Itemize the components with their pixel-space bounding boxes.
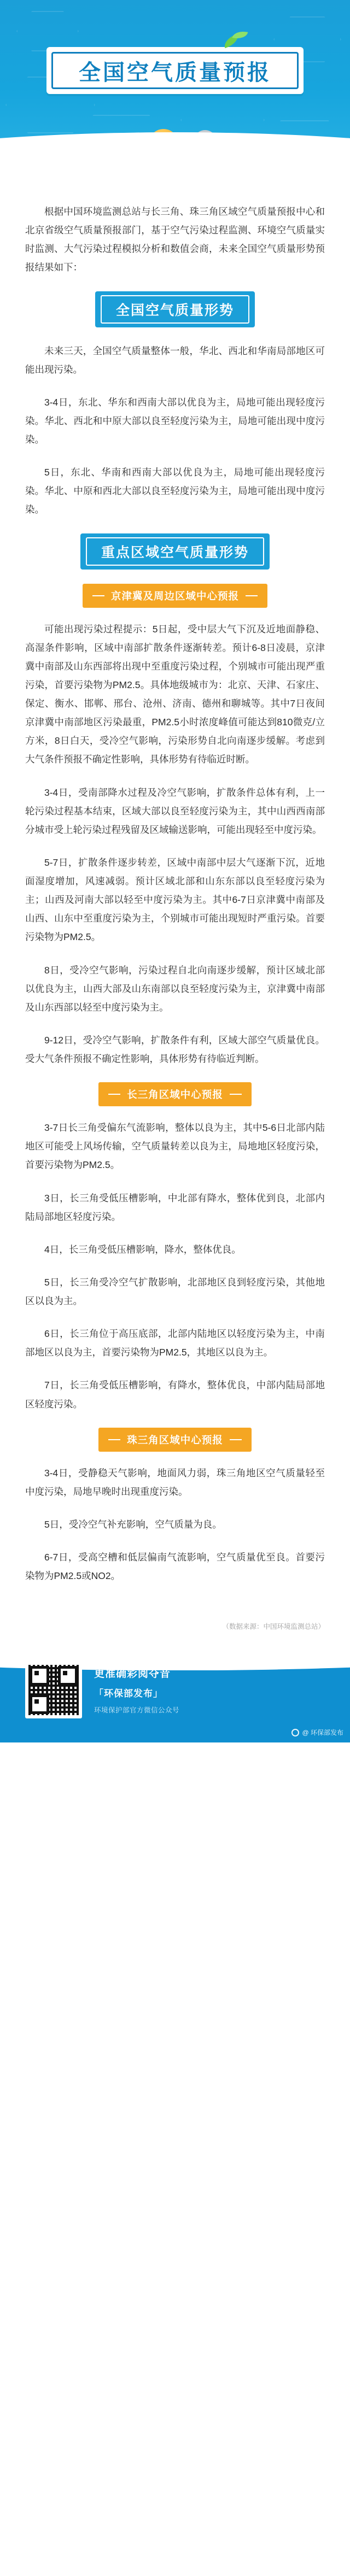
dash-decoration-right [230,1094,242,1095]
weibo-watermark [291,1728,343,1737]
weibo-icon [291,1729,299,1736]
sub-heading-label: 珠三角区域中心预报 [127,1434,223,1446]
section-heading-box [95,291,255,327]
sub-heading-box [83,584,267,608]
paragraph: 3-4日，东北、华东和西南大部以优良为主，局地可能出现轻度污染。华北、西北和中原大部以良至轻度污染为主，局地可能出现中度污染。 [25,396,325,445]
dash-decoration-left [92,595,104,596]
sub-heading-box [98,1428,252,1452]
article-body [0,197,350,1621]
paragraph: 6日，长三角位于高压底部，北部内陆地区以轻度污染为主，中南部地区以良为主，首要污染物为PM2.5，其地区以良为主。 [25,1328,325,1358]
dash-decoration-left [108,1094,120,1095]
sub-heading-label: 长三角区域中心预报 [127,1089,223,1101]
section-heading-label: 重点区域空气质量形势 [86,537,264,566]
section-heading-label: 全国空气质量形势 [101,295,249,324]
sub-heading [25,1428,325,1452]
paragraph: 5日，受冷空气补充影响，空气质量为良。 [44,1518,222,1530]
paragraph: 4日，长三角受低压槽影响，降水，整体优良。 [44,1243,241,1255]
sub-heading-label: 京津冀及周边区域中心预报 [110,590,239,602]
leaf-icon [223,31,249,49]
paragraph: 3-7日长三角受偏东气流影响，整体以良为主，其中5-6日北部内陆地区可能受上风场传输，空气质量转差以良为主，局地地区轻度污染，首要污染物为PM2.5。 [25,1122,325,1171]
dash-decoration-right [230,1439,242,1440]
dash-decoration-right [246,595,258,596]
content-blocks [25,291,325,1586]
paragraph: 8日，受冷空气影响，污染过程自北向南逐步缓解，预计区域北部以优良为主，山西大部及山东南部以良至轻度污染为主，京津冀中南部及山东西部以轻至中度污染为主。 [25,964,325,1013]
footer-account-name: 「环保部发布」 [94,1688,163,1699]
paragraph: 3-4日，受静稳天气影响，地面风力弱，珠三角地区空气质量轻至中度污染，局地早晚时出现重度污染。 [25,1467,325,1497]
weibo-account-label: @ 环保部发布 [302,1729,343,1737]
footer-text [94,1665,179,1715]
paragraph: 7日，长三角受低压槽影响，有降水，整体优良，中部内陆局部地区轻度污染。 [25,1380,325,1410]
section-heading-box [80,533,270,570]
paragraph: 未来三天，全国空气质量整体一般，华北、西北和华南局部地区可能出现污染。 [25,345,325,375]
source-note: （数据来源：中国环境监测总站） [0,1621,350,1639]
intro-paragraph: 根据中国环境监测总站与长三角、珠三角区域空气质量预报中心和北京省级空气质量预报部门，基于空气污染过程监测、环境空气质量实时监测、大气污染过程模拟分析和数值会商，未来全国空气质量形势预报结果如下： [25,206,325,273]
footer-banner [0,1639,350,1742]
header-wave [0,132,350,197]
qr-code[interactable] [25,1662,82,1718]
paragraph: 3-4日，受南部降水过程及冷空气影响，扩散条件总体有利，上一轮污染过程基本结束，区域大部以良至轻度污染为主，其中山西西南部分城市受上轮污染过程残留及区域输送影响，可能出现轻至中度污染。 [25,787,325,835]
header-banner [0,0,350,197]
sub-heading-box [98,1082,252,1106]
paragraph: 6-7日，受高空槽和低层偏南气流影响，空气质量优至良。首要污染物为PM2.5或NO2。 [25,1552,325,1582]
sub-heading [25,1082,325,1106]
footer-headline: 更准确彩阅夺音 [94,1668,171,1680]
sub-heading [25,584,325,608]
section-heading [25,291,325,327]
footer-subtitle: 环境保护部官方微信公众号 [94,1706,180,1715]
section-heading [25,533,325,570]
paragraph: 5日，东北、华南和西南大部以优良为主，局地可能出现轻度污染。华北、中原和西北大部以良至轻度污染为主，局地可能出现中度污染。 [25,467,325,515]
paragraph: 9-12日，受冷空气影响，扩散条件有利，区域大部空气质量优良。受大气条件预报不确定性影响，具体形势有待临近判断。 [25,1034,325,1064]
paragraph: 3日，长三角受低压槽影响，中北部有降水，整体优到良，北部内陆局部地区轻度污染。 [25,1192,325,1222]
title-band [46,47,304,94]
page-title: 全国空气质量预报 [79,60,271,85]
article-content [0,197,350,1639]
paragraph: 可能出现污染过程提示：5日起，受中层大气下沉及近地面静稳、高湿条件影响，区域中南部扩散条件逐渐转差。预计6-8日凌晨，京津冀中南部及山东西部将出现中至重度污染过程，个别城市可能出现严重污染，首要污染物为PM2.5。具体地级城市为：北京、天津、石家庄、保定、衡水、邯郸、邢台、沧州、济南、德州和聊城等。其中7日夜间京津冀中南部地区污染最重，PM2.5小时浓度峰值可能达到810微克/立方米，8日白天，受冷空气影响，污染形势自北向南逐步缓解。考虑到大气条件预报不确定性影响，具体形势有待临近时断。 [25,623,325,765]
dash-decoration-left [108,1439,120,1440]
paragraph: 5日，长三角受冷空气扩散影响，北部地区良到轻度污染，其他地区以良为主。 [25,1276,325,1306]
paragraph: 5-7日，扩散条件逐步转差，区域中南部中层大气逐渐下沉，近地面湿度增加，风速减弱。预计区域北部和山东东部以良至轻度污染为主；山西及河南大部以轻至中度污染为主。其中6-7日京津冀中南部及山西、山东中至重度污染为主，个别城市可能出现短时严重污染。首要污染物为PM2.5。 [25,856,325,943]
